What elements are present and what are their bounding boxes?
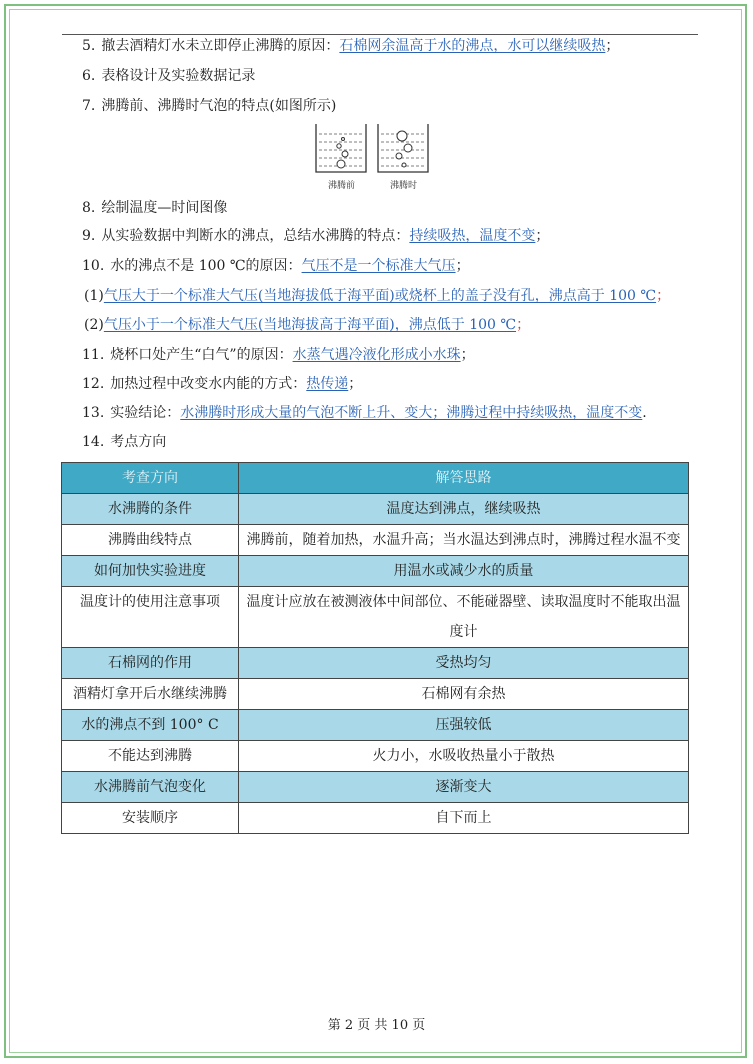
table-cell-topic: 酒精灯拿开后水继续沸腾	[62, 679, 239, 710]
item-text: 从实验数据中判断水的沸点，总结水沸腾的特点：	[101, 228, 410, 244]
item-number: 8.	[82, 200, 96, 216]
figure-label-before: 沸腾前	[328, 181, 356, 191]
table-header-row	[62, 463, 689, 494]
item-5	[82, 36, 619, 56]
beakers-illustration	[312, 122, 432, 178]
table-cell-topic: 石棉网的作用	[62, 648, 239, 679]
item-number: 7.	[82, 98, 96, 114]
item-answer: 热传递	[306, 376, 349, 392]
item-number: 11.	[82, 347, 105, 363]
item-text: 表格设计及实验数据记录	[101, 68, 256, 84]
item-text: 绘制温度—时间图像	[101, 200, 228, 216]
table-cell-topic: 安装顺序	[62, 803, 239, 834]
item-text: 撤去酒精灯水未立即停止沸腾的原因：	[101, 38, 340, 54]
item-10-1	[84, 286, 670, 306]
item-14	[82, 432, 166, 452]
table-row	[62, 648, 689, 679]
item-text: 烧杯口处产生“白气”的原因：	[110, 347, 293, 363]
table-cell-answer: 温度计应放在被测液体中间部位、不能碰器壁、读取温度时不能取出温度计	[239, 587, 689, 648]
table-row	[62, 587, 689, 648]
item-tail: ；	[460, 347, 475, 363]
table-row	[62, 772, 689, 803]
table-row	[62, 494, 689, 525]
item-number: 5.	[82, 38, 96, 54]
table-cell-answer: 温度达到沸点，继续吸热	[239, 494, 689, 525]
table-row	[62, 556, 689, 587]
exam-points-table	[61, 462, 689, 834]
item-tail: ；	[348, 376, 363, 392]
item-answer: 水蒸气遇冷液化形成小水珠	[292, 347, 461, 363]
table-cell-answer: 火力小，水吸收热量小于散热	[239, 741, 689, 772]
item-12	[82, 374, 362, 394]
item-11	[82, 345, 475, 365]
item-13	[82, 403, 647, 423]
item-answer: 气压不是一个标准大气压	[301, 258, 456, 274]
table-cell-topic: 水的沸点不到 100° C	[62, 710, 239, 741]
table-row	[62, 710, 689, 741]
item-6	[82, 66, 255, 86]
item-number: 6.	[82, 68, 96, 84]
item-answer: 持续吸热，温度不变	[409, 228, 536, 244]
item-number: (2)	[84, 317, 104, 333]
item-tail: ；	[535, 228, 550, 244]
header-rule	[62, 34, 698, 35]
table-row	[62, 741, 689, 772]
item-answer: 石棉网余温高于水的沸点，水可以继续吸热	[339, 38, 606, 54]
item-answer: 气压大于一个标准大气压(当地海拔低于海平面)或烧杯上的盖子没有孔，沸点高于 100 ℃	[103, 288, 657, 304]
table-cell-answer: 自下而上	[239, 803, 689, 834]
item-tail: ；	[656, 288, 671, 304]
table-header-cell: 解答思路	[239, 463, 689, 494]
item-10-2	[84, 315, 530, 335]
table-cell-topic: 沸腾曲线特点	[62, 525, 239, 556]
table-cell-topic: 温度计的使用注意事项	[62, 587, 239, 648]
item-7	[82, 96, 336, 116]
table-cell-answer: 沸腾前，随着加热，水温升高；当水温达到沸点时，沸腾过程水温不变	[239, 525, 689, 556]
table-cell-answer: 石棉网有余热	[239, 679, 689, 710]
item-text: 水的沸点不是 100 ℃的原因：	[110, 258, 302, 274]
item-tail: ；	[455, 258, 470, 274]
table-cell-answer: 受热均匀	[239, 648, 689, 679]
table-cell-answer: 压强较低	[239, 710, 689, 741]
item-text: 加热过程中改变水内能的方式：	[110, 376, 307, 392]
item-text: 沸腾前、沸腾时气泡的特点(如图所示)	[101, 98, 337, 114]
item-text: 实验结论：	[110, 405, 181, 421]
item-answer: 水沸腾时形成大量的气泡不断上升、变大；沸腾过程中持续吸热，温度不变	[180, 405, 643, 421]
item-tail: .	[642, 405, 647, 421]
table-row	[62, 679, 689, 710]
table-cell-topic: 如何加快实验进度	[62, 556, 239, 587]
item-8	[82, 198, 227, 218]
item-number: 14.	[82, 434, 105, 450]
table-header-cell: 考查方向	[62, 463, 239, 494]
table-cell-topic: 水沸腾前气泡变化	[62, 772, 239, 803]
table-row	[62, 525, 689, 556]
item-number: (1)	[84, 288, 104, 304]
item-number: 9.	[82, 228, 96, 244]
item-10	[82, 256, 470, 276]
table-cell-topic: 不能达到沸腾	[62, 741, 239, 772]
page-footer: 第 2 页 共 10 页	[327, 1018, 426, 1033]
item-number: 13.	[82, 405, 105, 421]
item-tail: ；	[516, 317, 531, 333]
table-cell-topic: 水沸腾的条件	[62, 494, 239, 525]
table-row	[62, 803, 689, 834]
table-cell-answer: 用温水或减少水的质量	[239, 556, 689, 587]
item-text: 考点方向	[110, 434, 167, 450]
figure-label-during: 沸腾时	[390, 181, 418, 191]
bubbles-figure	[312, 122, 432, 190]
item-number: 12.	[82, 376, 105, 392]
item-tail: ；	[605, 38, 620, 54]
item-9	[82, 226, 549, 246]
table-cell-answer: 逐渐变大	[239, 772, 689, 803]
item-number: 10.	[82, 258, 105, 274]
item-answer: 气压小于一个标准大气压(当地海拔高于海平面)，沸点低于 100 ℃	[103, 317, 517, 333]
